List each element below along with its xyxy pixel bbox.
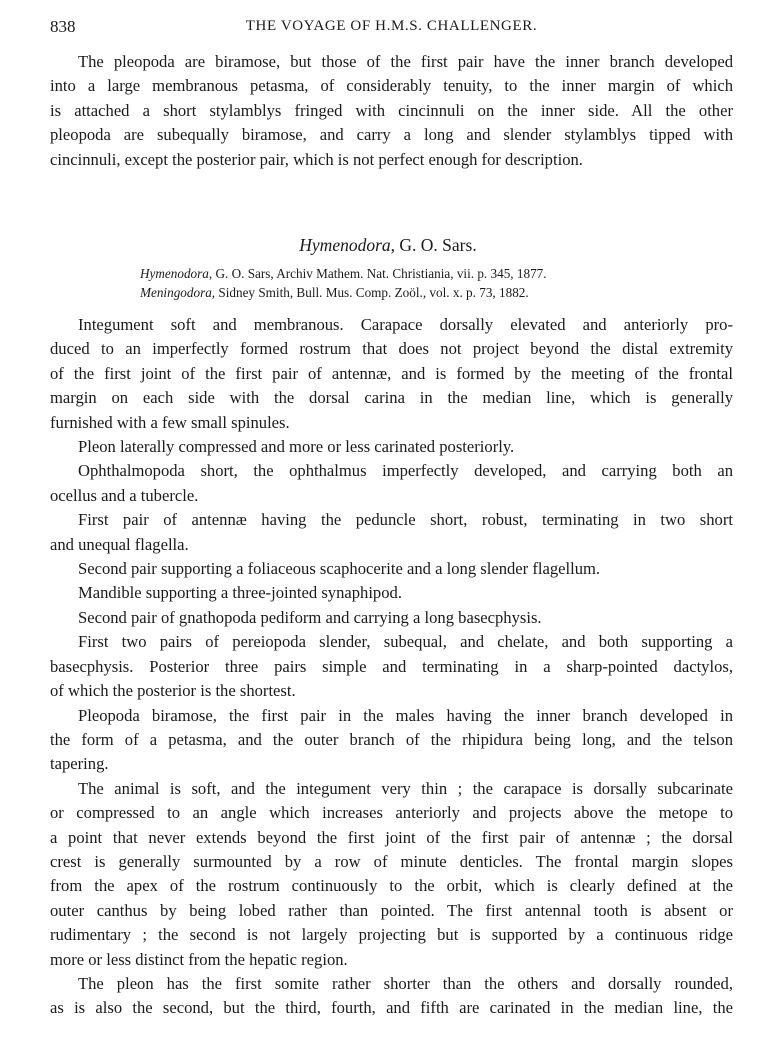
- text-line: Pleon laterally compressed and more or less carinated posteriorly.: [78, 437, 515, 457]
- text-line: Ophthalmopoda short, the ophthalmus imperfectly developed, and carrying both an: [78, 461, 733, 481]
- text-line: basecphysis. Posterior three pairs simple and terminating in a sharp-pointed dactylos,: [50, 656, 733, 676]
- text-line: furnished with a few small spinules.: [50, 412, 290, 432]
- synonym-name: Meningodora: [140, 285, 212, 300]
- paragraph: [50, 459, 733, 508]
- text-line: outer canthus by being lobed rather than pointed. The first antennal tooth is absent or: [50, 900, 733, 920]
- running-title: THE VOYAGE OF H.M.S. CHALLENGER.: [245, 18, 538, 34]
- paragraph: [50, 581, 733, 605]
- genus-authority: , G. O. Sars.: [390, 235, 477, 255]
- text-line: and unequal flagella.: [50, 534, 189, 554]
- text-line: First two pairs of pereiopoda slender, subequal, and chelate, and both supporting a: [78, 632, 733, 652]
- paragraph: [50, 630, 733, 703]
- text-line: a point that never extends beyond the first joint of the first pair of antennæ ; the dorsal: [50, 827, 733, 847]
- text-line: Integument soft and membranous. Carapace dorsally elevated and anteriorly pro-: [78, 315, 733, 334]
- synonymy-entry: [140, 283, 547, 302]
- text-line: Pleopoda biramose, the first pair in the males having the inner branch developed in: [78, 705, 733, 725]
- paragraph: [50, 435, 733, 459]
- text-line: as is also the second, but the third, fourth, and fifth are carinated in the median line, the: [50, 998, 733, 1018]
- text-line: of which the posterior is the shortest.: [50, 681, 296, 701]
- text-line: more or less distinct from the hepatic region.: [50, 949, 348, 969]
- paragraph: [50, 972, 733, 1021]
- genus-name: Hymenodora: [299, 235, 391, 255]
- text-line: ocellus and a tubercle.: [50, 485, 199, 505]
- text-line: The pleon has the first somite rather shorter than the others and dorsally rounded,: [78, 973, 733, 993]
- synonym-reference: , Sidney Smith, Bull. Mus. Comp. Zoöl., vol. x. p. 73, 1882.: [211, 285, 529, 300]
- paragraph: [50, 777, 733, 972]
- text-line: crest is generally surmounted by a row of minute denticles. The frontal margin slopes: [50, 851, 733, 871]
- text-line: pleopoda are subequally biramose, and carry a long and slender stylamblys tipped with: [50, 125, 733, 145]
- text-line: tapering.: [50, 754, 109, 774]
- text-line: Second pair of gnathopoda pediform and carrying a long basecphysis.: [78, 607, 542, 627]
- genus-heading: [0, 235, 776, 256]
- paragraph: [50, 313, 733, 435]
- synonymy-entry: [140, 264, 547, 283]
- synonym-reference: , G. O. Sars, Archiv Mathem. Nat. Christiania, vii. p. 345, 1877.: [208, 266, 547, 281]
- text-line: Second pair supporting a foliaceous scaphocerite and a long slender flagellum.: [78, 559, 601, 579]
- text-line: margin on each side with the dorsal carina in the median line, which is generally: [50, 388, 733, 408]
- page-number: 838: [50, 17, 76, 36]
- text-line: cincinnuli, except the posterior pair, which is not perfect enough for description.: [50, 149, 583, 169]
- genus-description: [50, 313, 733, 1021]
- paragraph: [50, 557, 733, 581]
- text-line: the form of a petasma, and the outer branch of the rhipidura being long, and the telson: [50, 729, 733, 749]
- running-header: [50, 17, 733, 39]
- paragraph: [50, 50, 733, 172]
- text-line: is attached a short stylamblys fringed with cincinnuli on the inner side. All the other: [50, 100, 733, 120]
- text-line: The pleopoda are biramose, but those of the first pair have the inner branch developed: [78, 52, 733, 71]
- intro-paragraph: [50, 50, 733, 172]
- synonym-name: Hymenodora: [140, 266, 209, 281]
- text-line: of the first joint of the first pair of antennæ, and is formed by the meeting of the frontal: [50, 363, 733, 383]
- text-line: into a large membranous petasma, of considerably tenuity, to the inner margin of which: [50, 76, 733, 96]
- text-line: from the apex of the rostrum continuously to the orbit, which is clearly defined at the: [50, 876, 733, 896]
- paragraph: [50, 606, 733, 630]
- paragraph: [50, 704, 733, 777]
- text-line: The animal is soft, and the integument very thin ; the carapace is dorsally subcarinate: [78, 778, 733, 798]
- synonymy-list: [140, 264, 547, 302]
- text-line: First pair of antennæ having the peduncle short, robust, terminating in two short: [78, 510, 733, 530]
- text-line: rudimentary ; the second is not largely projecting but is supported by a continuous ridge: [50, 925, 733, 945]
- text-line: or compressed to an angle which increases anteriorly and projects above the metope to: [50, 803, 733, 823]
- text-line: Mandible supporting a three-jointed synaphipod.: [78, 583, 402, 603]
- paragraph: [50, 508, 733, 557]
- text-line: duced to an imperfectly formed rostrum that does not project beyond the distal extremity: [50, 339, 733, 359]
